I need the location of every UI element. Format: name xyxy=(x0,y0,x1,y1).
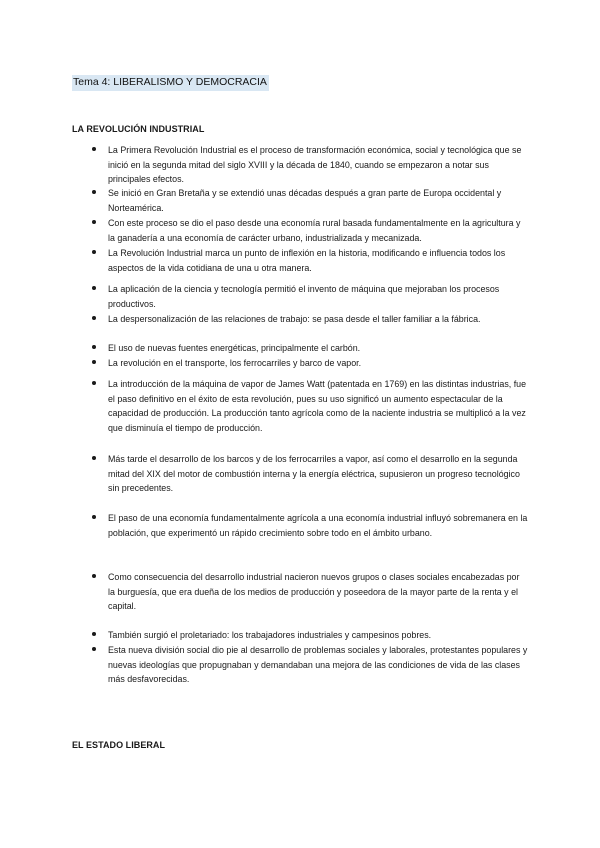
bullet-text: Esta nueva división social dio pie al desarrollo de problemas sociales y laborales, protestantes populares y nuevas ideologías que propugnaban y demandaban una mejora de las condiciones de vida de las clases más desfavorecidas. xyxy=(108,645,528,684)
bullet-icon xyxy=(92,190,96,194)
section-heading-estado-liberal: EL ESTADO LIBERAL xyxy=(72,740,166,750)
bullet-text: La Revolución Industrial marca un punto de inflexión en la historia, modificando e influencia todos los aspectos de la vida cotidiana de una u otra manera. xyxy=(108,248,506,273)
bullet-text: La revolución en el transporte, los ferrocarriles y barco de vapor. xyxy=(108,358,362,368)
bullet-icon xyxy=(92,316,96,320)
bullet-text: Con este proceso se dio el paso desde una economía rural basada fundamentalmente en la agricultura y la ganadería a una economía de carácter urbano, industrializada y mecanizada. xyxy=(108,218,521,243)
bullet-icon xyxy=(92,220,96,224)
bullet-text: El uso de nuevas fuentes energéticas, principalmente el carbón. xyxy=(108,343,361,353)
bullet-text: Se inició en Gran Bretaña y se extendió unas décadas después a gran parte de Europa occidental y Norteamérica. xyxy=(108,188,502,213)
bullet-icon xyxy=(92,456,96,460)
bullet-text: Más tarde el desarrollo de los barcos y de los ferrocarriles a vapor, así como el desarrollo en la segunda mitad del XIX del motor de combustión interna y la energía eléctrica, supusieron un progreso tecnológico sin precedentes. xyxy=(108,454,520,493)
bullet-icon xyxy=(92,381,96,385)
bullet-text: La aplicación de la ciencia y tecnología permitió el invento de máquina que mejoraban los procesos productivos. xyxy=(108,284,500,309)
bullet-icon xyxy=(92,250,96,254)
page-title: Tema 4: LIBERALISMO Y DEMOCRACIA xyxy=(72,75,269,91)
bullet-icon xyxy=(92,647,96,651)
section-heading-revolucion: LA REVOLUCIÓN INDUSTRIAL xyxy=(72,124,205,134)
bullet-icon xyxy=(92,147,96,151)
bullet-text: La Primera Revolución Industrial es el proceso de transformación económica, social y tecnológica que se inició en la segunda mitad del siglo XVIII y la década de 1840, cuando se empezaron a notar sus principales efectos. xyxy=(108,145,522,184)
bullet-text: Como consecuencia del desarrollo industrial nacieron nuevos grupos o clases sociales encabezadas por la burguesía, que era dueña de los medios de producción y poseedora de la mayor parte de la renta y el capital. xyxy=(108,572,520,611)
bullet-icon xyxy=(92,286,96,290)
bullet-icon xyxy=(92,515,96,519)
bullet-text: La despersonalización de las relaciones de trabajo: se pasa desde el taller familiar a la fábrica. xyxy=(108,314,481,324)
bullet-icon xyxy=(92,345,96,349)
bullet-text: La introducción de la máquina de vapor de James Watt (patentada en 1769) en las distintas industrias, fue el paso definitivo en el éxito de esta revolución, pues su uso significó un aumento espectacular de la capacidad de producción. La producción tanto agrícola como de la naciente industria se multiplicó a la vez que disminuía el tiempo de producción. xyxy=(108,379,527,433)
bullet-icon xyxy=(92,574,96,578)
bullet-text: También surgió el proletariado: los trabajadores industriales y campesinos pobres. xyxy=(108,630,432,640)
bullet-icon xyxy=(92,632,96,636)
bullet-text: El paso de una economía fundamentalmente agrícola a una economía industrial influyó sobremanera en la población, que experimentó un rápido crecimiento sobre todo en el ámbito urbano. xyxy=(108,513,528,538)
bullet-icon xyxy=(92,360,96,364)
